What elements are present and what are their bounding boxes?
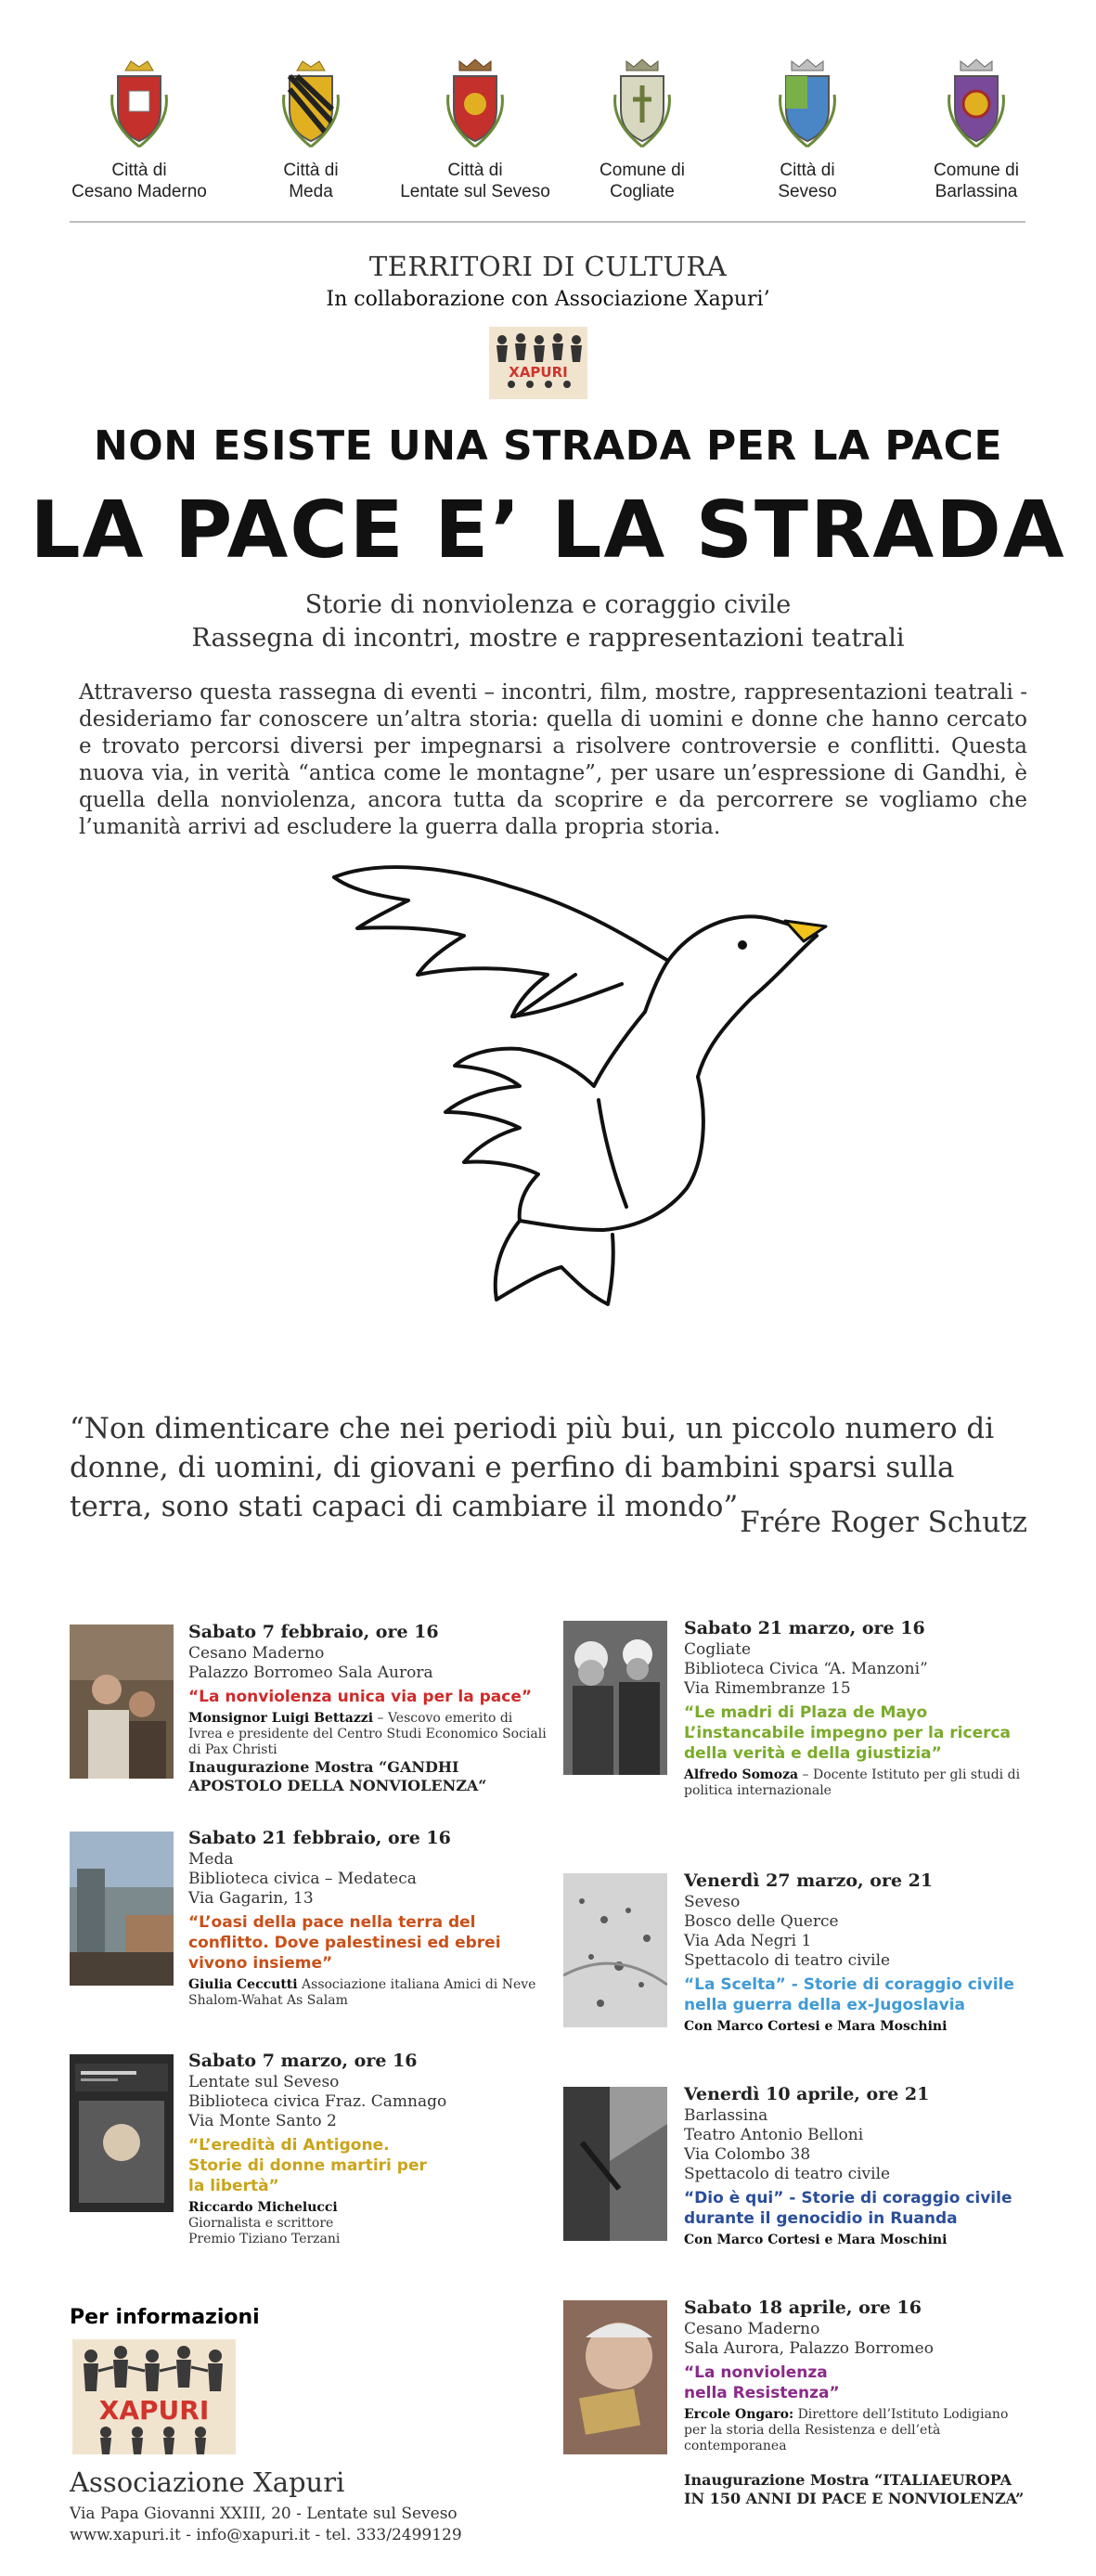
event-venue: Teatro Antonio Belloni [684, 2126, 864, 2144]
event-venue: Biblioteca Civica “A. Manzoni” [684, 1660, 928, 1678]
crest-cesano-maderno [56, 58, 223, 202]
event-title: “L’eredità di Antigone. Storie di donne martiri per la libertà” [188, 2136, 427, 2195]
event-title: “Dio è qui” - Storie di coraggio civile durante il genocidio in Ruanda [684, 2189, 1012, 2228]
event-speaker [188, 1711, 550, 1758]
event-photo [563, 2087, 667, 2241]
event-lentate [188, 2052, 550, 2247]
crest-line1: Comune di [600, 161, 685, 180]
territori-title: TERRITORI DI CULTURA [368, 251, 728, 282]
association-contacts: www.xapuri.it - info@xapuri.it - tel. 333/2499129 [70, 2526, 462, 2544]
xapuri-logo-text: XAPURI [98, 2395, 210, 2426]
intro-paragraph: Attraverso questa rassegna di eventi – incontri, film, mostre, rappresentazioni teatrali - desideriamo far conoscere un’altra storia: quella di uomini e donne che hanno cercato e trovato percorsi diversi per impegnarsi a risolvere controversie e conflitti. Questa nuova via, in verità “antica come le montagne”, per usare un’espressione di Gandhi, è quella della nonviolenza, ancora tutta da scoprire e da percorrere se vogliamo che l’umanità arrivi ad escludere la guerra dalla propria storia. [79, 680, 1027, 839]
event-venue: Biblioteca civica Fraz. Camnago [188, 2092, 447, 2111]
event-address: Via Gagarin, 13 [188, 1889, 314, 1908]
crest-line2: Meda [289, 182, 333, 201]
event-extra: Inaugurazione Mostra “ITALIAEUROPA IN 150 ANNI DI PACE E NONVIOLENZA” [684, 2471, 1025, 2507]
event-photo [563, 1621, 667, 1775]
xapuri-logo-small [489, 327, 587, 399]
event-speaker [684, 1767, 1029, 1799]
crest-line1: Città di [447, 161, 503, 180]
coat-of-arms-icon [775, 58, 840, 150]
event-title: “La nonviolenza nella Resistenza” [684, 2363, 840, 2402]
crest-line1: Comune di [934, 161, 1019, 180]
event-speaker [684, 2407, 1029, 2454]
speaker-desc: Direttore dell’Istituto Lodigiano per la storia della Resistenza e dell’età contemporanea [684, 2407, 1009, 2453]
crest-lentate-sul-seveso [392, 58, 559, 202]
crest-cogliate [559, 58, 726, 202]
quote-author: Frére Roger Schutz [740, 1506, 1027, 1539]
speaker-name: Con Marco Cortesi e Mara Moschini [684, 2233, 948, 2247]
event-place: Seveso [684, 1893, 741, 1911]
coat-of-arms-icon [610, 58, 675, 150]
event-venue: Palazzo Borromeo Sala Aurora [188, 1663, 433, 1682]
event-title: “La nonviolenza unica via per la pace” [188, 1688, 533, 1706]
subtitle-line1: Storie di nonviolenza e coraggio civile [304, 590, 792, 619]
event-place: Cesano Maderno [684, 2320, 820, 2338]
event-cesano-feb [188, 1623, 550, 1795]
event-type: Spettacolo di teatro civile [684, 1951, 891, 1970]
speaker-name: Con Marco Cortesi e Mara Moschini [684, 2019, 948, 2034]
event-speaker [684, 2019, 1029, 2035]
event-barlassina [684, 2085, 1029, 2248]
event-speaker [188, 2200, 374, 2247]
crest-meda [227, 58, 394, 202]
speaker-desc: – Vescovo emerito di Ivrea e presidente del Centro Studi Economico Sociali di Pax Christi [188, 1711, 547, 1757]
event-place: Cesano Maderno [188, 1644, 325, 1663]
coat-of-arms-icon [278, 58, 343, 150]
event-seveso [684, 1871, 1029, 2035]
speaker-name: Riccardo Michelucci [188, 2200, 338, 2215]
quote-text: “Non dimenticare che nei periodi più bui, un piccolo numero di donne, di uomini, di giovani e perfino di bambini sparsi sulla terra, sono stati capaci di cambiare il mondo” [70, 1412, 995, 1523]
event-photo [563, 2300, 667, 2454]
speaker-name: Monsignor Luigi Bettazzi [188, 1711, 374, 1726]
association-name: Associazione Xapuri [70, 2466, 345, 2498]
peace-dove-illustration [269, 835, 882, 1355]
event-date: Venerdì 27 marzo, ore 21 [684, 1871, 934, 1891]
event-date: Venerdì 10 aprile, ore 21 [684, 2084, 930, 2104]
info-heading: Per informazioni [70, 2306, 260, 2329]
event-title: “Le madri di Plaza de Mayo L’instancabile impegno per la ricerca della verità e della giustizia” [684, 1703, 1012, 1763]
event-venue: Biblioteca civica – Medateca [188, 1870, 417, 1888]
event-cesano-apr [684, 2298, 1029, 2508]
event-photo [563, 1873, 667, 2027]
event-venue: Bosco delle Querce [684, 1912, 839, 1931]
event-extra: Inaugurazione Mostra “GANDHI APOSTOLO DELLA NONVIOLENZA“ [188, 1758, 487, 1794]
crest-barlassina [893, 58, 1060, 202]
event-address: Via Colombo 38 [684, 2145, 811, 2164]
event-title: “L’oasi della pace nella terra del conflitto. Dove palestinesi ed ebrei vivono insieme” [188, 1913, 501, 1973]
event-photo [70, 1625, 174, 1779]
header-divider [70, 221, 1025, 223]
event-address: Via Ada Negri 1 [684, 1932, 812, 1950]
coat-of-arms-icon [443, 58, 508, 150]
event-cogliate [684, 1619, 1029, 1799]
event-place: Meda [188, 1850, 234, 1869]
xapuri-logo-text: XAPURI [509, 364, 568, 381]
event-photo [70, 1832, 174, 1986]
subtitle-line2: Rassegna di incontri, mostre e rappresentazioni teatrali [191, 624, 905, 653]
event-title: “La Scelta” - Storie di coraggio civile nella guerra della ex-Jugoslavia [684, 1975, 1014, 2014]
coat-of-arms-icon [944, 58, 1009, 150]
crest-line2: Seveso [778, 182, 837, 201]
event-date: Sabato 21 febbraio, ore 16 [188, 1828, 451, 1848]
crest-line2: Cesano Maderno [71, 182, 207, 201]
speaker-name: Ercole Ongaro: [684, 2407, 794, 2422]
event-meda [188, 1829, 560, 2009]
speaker-name: Alfredo Somoza [684, 1767, 799, 1782]
event-venue: Sala Aurora, Palazzo Borromeo [684, 2339, 934, 2358]
event-date: Sabato 21 marzo, ore 16 [684, 1618, 925, 1638]
headline-line2: LA PACE E’ LA STRADA [30, 485, 1066, 576]
event-photo [70, 2054, 174, 2212]
event-speaker [684, 2233, 1029, 2248]
event-type: Spettacolo di teatro civile [684, 2165, 891, 2183]
event-date: Sabato 7 marzo, ore 16 [188, 2051, 418, 2071]
event-date: Sabato 7 febbraio, ore 16 [188, 1622, 439, 1642]
speaker-desc: – Docente Istituto per gli studi di politica internazionale [684, 1767, 1021, 1798]
crest-line1: Città di [780, 161, 835, 180]
event-address: Via Monte Santo 2 [188, 2112, 337, 2130]
xapuri-logo-large [72, 2339, 236, 2454]
event-speaker [188, 1977, 560, 2009]
speaker-desc: Associazione italiana Amici di Neve Shalom-Wahat As Salam [188, 1977, 536, 2008]
crest-line2: Lentate sul Seveso [400, 182, 550, 201]
headline-line1: NON ESISTE UNA STRADA PER LA PACE [93, 422, 1003, 470]
event-address: Via Rimembranze 15 [684, 1679, 851, 1698]
coat-of-arms-icon [107, 58, 172, 150]
crest-line2: Cogliate [610, 182, 675, 201]
event-place: Barlassina [684, 2106, 768, 2125]
speaker-desc: Giornalista e scrittore Premio Tiziano Terzani [188, 2216, 341, 2246]
collaboration-line: In collaborazione con Associazione Xapuri’ [326, 288, 770, 311]
association-address: Via Papa Giovanni XXIII, 20 - Lentate sul Seveso [70, 2505, 458, 2523]
crest-seveso [724, 58, 891, 202]
crest-line1: Città di [111, 161, 167, 180]
crest-line1: Città di [283, 161, 339, 180]
speaker-name: Giulia Ceccutti [188, 1977, 298, 1992]
event-date: Sabato 18 aprile, ore 16 [684, 2298, 922, 2318]
crest-line2: Barlassina [935, 182, 1018, 201]
event-place: Cogliate [684, 1640, 752, 1659]
event-place: Lentate sul Seveso [188, 2073, 340, 2091]
